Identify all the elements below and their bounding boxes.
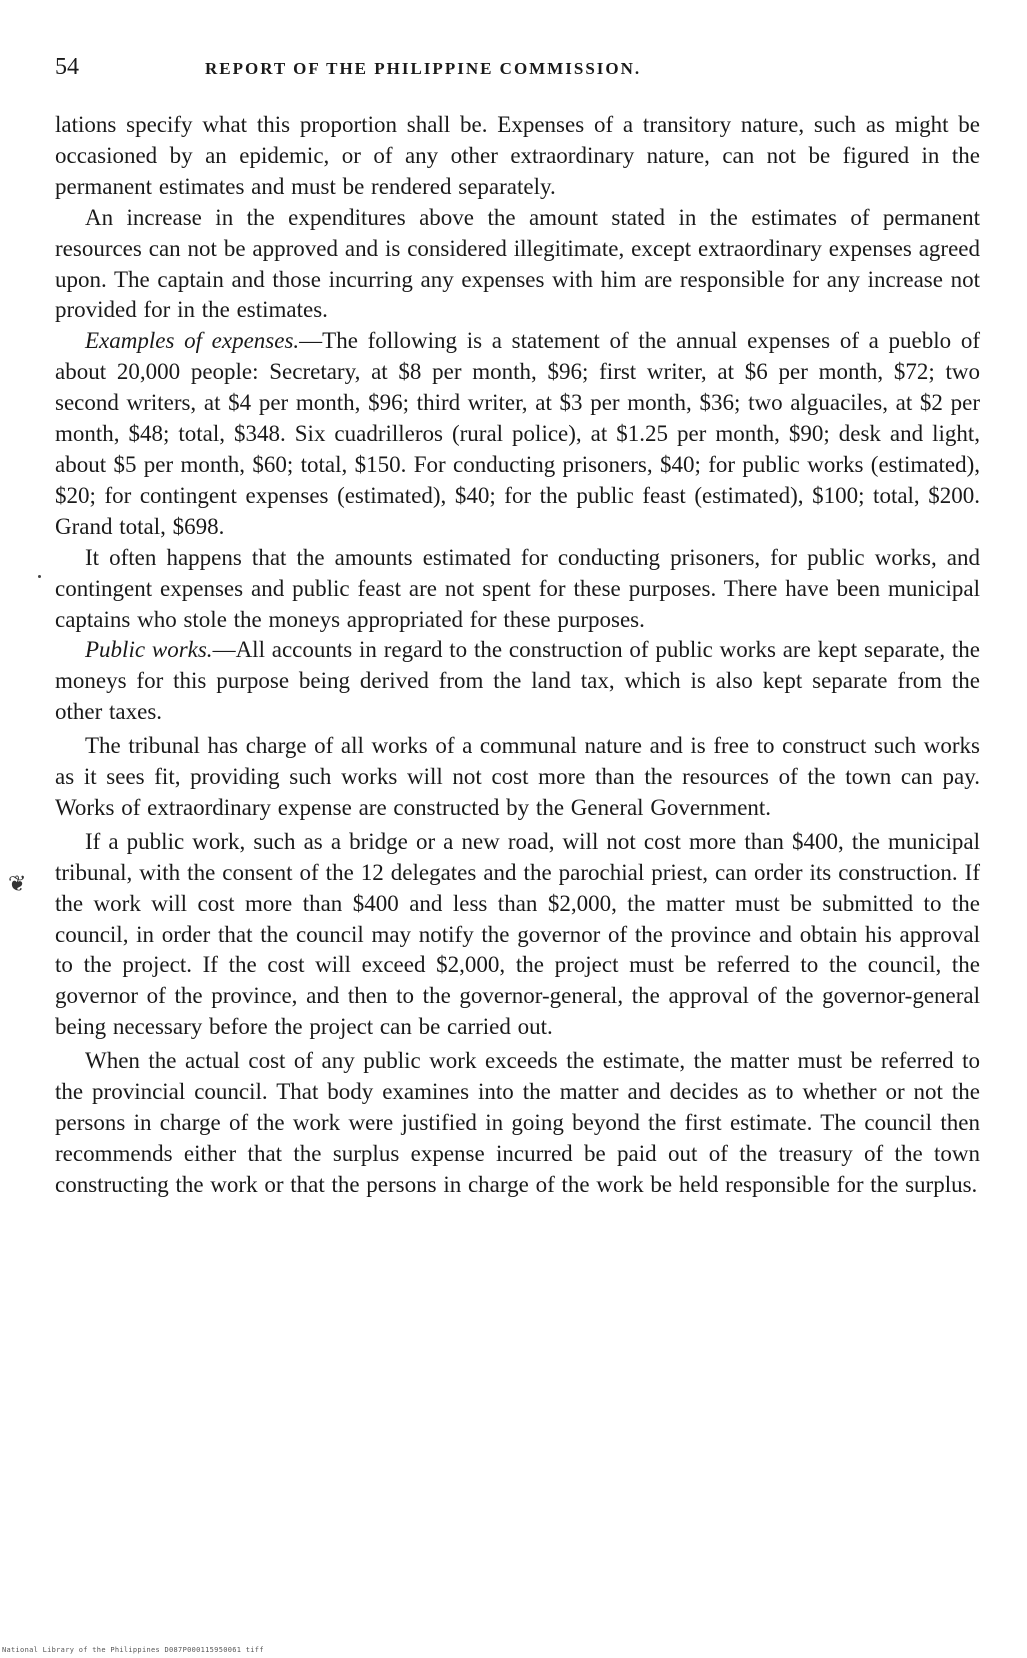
paragraph-text: —The following is a statement of the annual expenses of a pueblo of about 20,000 people: Secretary, at $8 per month, $96; first writer, at $6 per month, $72; two second writers, at $4 per month, $96; third writer, at $3 per month, $36; two alguaciles, at $2 per month, $48; total, $348. Six cuadrilleros (rural police), at $1.25 per month, $90; desk and light, about $5 per month, $60; total, $150. For conducting prisoners, $40; for public works (estimated), $20; for contingent expenses (estimated), $40; for the public feast (estimated), $100; total, $200. Grand total, $698. [55,328,980,539]
paragraph-tribunal [55,731,980,824]
paragraph-continuation [55,110,980,203]
paragraph-text: If a public work, such as a bridge or a new road, will not cost more than $400, the municipal tribunal, with the consent of the 12 delegates and the parochial priest, can order its construction. If the work will cost more than $400 and less than $2,000, the matter must be submitted to the council, in order that the council may notify the governor of the province and obtain his approval to the project. If the cost will exceed $2,000, the project must be referred to the council, the governor of the province, and then to the governor-general, the approval of the governor-general being necessary before the project can be carried out. [55,828,980,1040]
page-number: 54 [55,54,79,80]
running-head [55,54,980,84]
paragraph-text: —All accounts in regard to the construction of public works are kept separate, the moneys for this purpose being derived from the land tax, which is also kept separate from the other taxes. [55,637,980,725]
paragraph-expenditure-increase [55,203,980,327]
paragraph-text: It often happens that the amounts estimated for conducting prisoners, for public works, and contingent expenses and public feast are not spent for these purposes. There have been municipal captains who stole the moneys appropriated for these purposes. [55,544,980,632]
document-page [55,54,980,1654]
paragraph-misappropriation [55,543,980,636]
margin-dot-mark [38,575,41,578]
margin-scribble-icon: ❦ [8,872,27,897]
paragraph-text: An increase in the expenditures above the amount stated in the estimates of permanent resources can not be approved and is considered illegitimate, except extraordinary expenses agreed upon. The captain and those incurring any expenses with him are responsible for any increase not provided for in the estimates. [55,204,980,323]
body-text [55,110,980,1201]
paragraph-examples-of-expenses [55,326,980,542]
side-heading: Examples of expenses. [85,328,300,354]
paragraph-cost-thresholds [55,827,980,1043]
scan-footer-stamp: National Library of the Philippines D087P000115950061 tiff [2,1646,264,1654]
side-heading: Public works. [85,637,213,663]
paragraph-cost-overrun [55,1046,980,1201]
paragraph-text: lations specify what this proportion shall be. Expenses of a transitory nature, such as might be occasioned by an epidemic, or of any other extraordinary nature, can not be figured in the permanent estimates and must be rendered separately. [55,112,980,199]
running-title: REPORT OF THE PHILIPPINE COMMISSION. [205,59,642,78]
paragraph-text: The tribunal has charge of all works of a communal nature and is free to construct such works as it sees fit, providing such works will not cost more than the resources of the town can pay. Works of extraordinary expense are constructed by the General Government. [55,733,980,820]
paragraph-public-works [55,635,980,728]
paragraph-text: When the actual cost of any public work exceeds the estimate, the matter must be referred to the provincial council. That body examines into the matter and decides as to whether or not the persons in charge of the work were justified in going beyond the first estimate. The council then recommends either that the surplus expense incurred be paid out of the treasury of the town constructing the work or that the persons in charge of the work be held responsible for the surplus. [55,1048,980,1197]
